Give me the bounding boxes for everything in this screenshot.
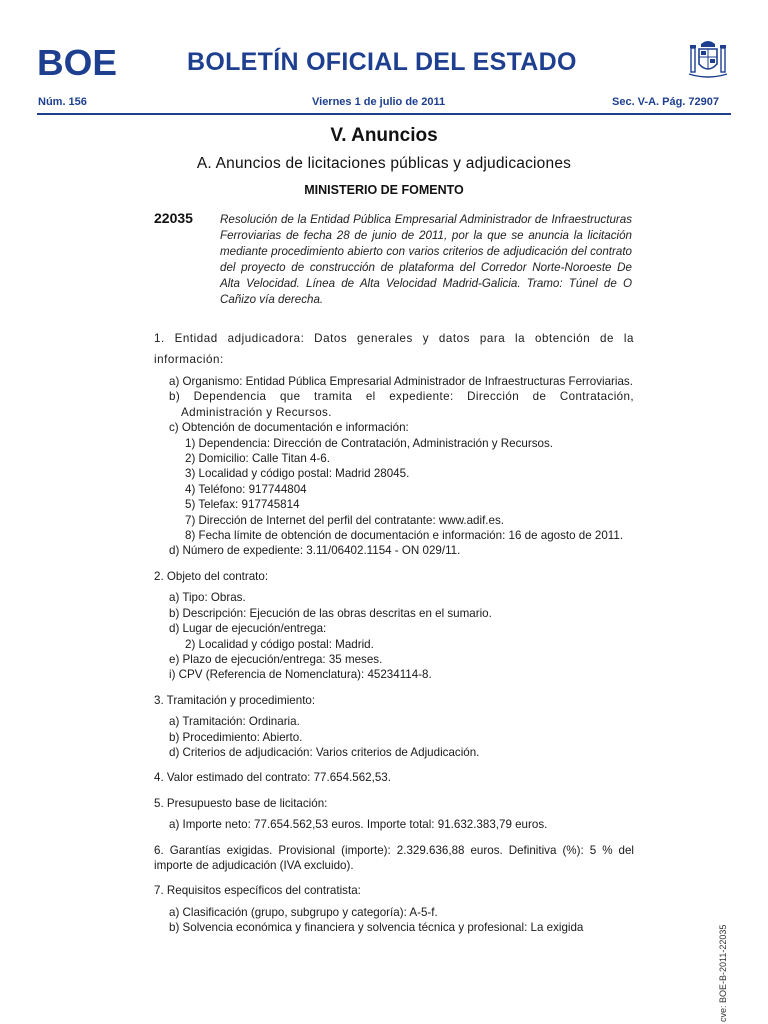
section-1-title: 1. Entidad adjudicadora: Datos generales y datos para la obtención de la información: — [154, 332, 634, 366]
list-item: d) Criterios de adjudicación: Varios criterios de Adjudicación. — [169, 745, 480, 759]
list-subitem — [154, 528, 634, 543]
section-subtitle: A. Anuncios de licitaciones públicas y adjudicaciones — [196, 155, 572, 172]
issue-date: Viernes 1 de julio de 2011 — [312, 96, 446, 108]
item-text: 4) Teléfono: 917744804 — [185, 482, 307, 496]
item-text: 8) Fecha límite de obtención de documentación e información: 16 de agosto de 2011. — [185, 529, 624, 543]
header-divider — [37, 113, 731, 115]
list-item: b) Procedimiento: Abierto. — [169, 730, 303, 744]
item-text: 5) Telefax: 917745814 — [185, 498, 300, 512]
ministry-heading: MINISTERIO DE FOMENTO — [304, 183, 464, 197]
list-subitem — [154, 497, 634, 512]
section-6 — [154, 843, 634, 874]
announcement-body — [154, 328, 634, 946]
list-item — [154, 420, 634, 435]
page-title: BOLETÍN OFICIAL DEL ESTADO — [187, 48, 577, 76]
cve-code: cve: BOE-B-2011-22035 — [718, 924, 728, 1022]
section-2-title: 2. Objeto del contrato: — [154, 569, 269, 583]
item-text: c) Obtención de documentación e información: — [169, 421, 409, 435]
section-7-title: 7. Requisitos específicos del contratista: — [154, 884, 361, 898]
list-item — [154, 374, 634, 389]
list-subitem — [154, 451, 634, 466]
section-page: Sec. V-A. Pág. 72907 — [612, 96, 720, 108]
list-subitem — [154, 436, 634, 451]
list-item: i) CPV (Referencia de Nomenclatura): 45234114-8. — [169, 668, 432, 682]
list-subitem — [154, 482, 634, 497]
issue-number: Núm. 156 — [38, 96, 87, 108]
item-text: a) Organismo: Entidad Pública Empresarial Administrador de Infraestructuras Ferroviarias. — [169, 375, 633, 388]
section-4 — [154, 770, 634, 785]
list-item: d) Lugar de ejecución/entrega: — [169, 622, 327, 636]
list-item: e) Plazo de ejecución/entrega: 35 meses. — [169, 652, 383, 666]
list-subitem: 2) Localidad y código postal: Madrid. — [185, 637, 374, 651]
item-text: 7) Dirección de Internet del perfil del contratante: www.adif.es. — [185, 513, 504, 527]
list-item: a) Clasificación (grupo, subgrupo y categoría): A-5-f. — [169, 905, 438, 919]
list-item: a) Importe neto: 77.654.562,53 euros. Importe total: 91.632.383,79 euros. — [169, 818, 548, 832]
boe-logo — [37, 46, 117, 78]
list-subitem — [154, 466, 634, 481]
item-text: 2) Domicilio: Calle Titan 4-6. — [185, 452, 330, 466]
section-title: V. Anuncios — [330, 125, 438, 146]
announcement-number: 22035 — [154, 210, 193, 226]
item-text: 3) Localidad y código postal: Madrid 28045. — [185, 467, 410, 481]
section-1 — [154, 328, 634, 559]
section-3 — [154, 693, 634, 761]
list-item: b) Solvencia económica y financiera y solvencia técnica y profesional: La exigida — [169, 921, 584, 935]
item-text: 1) Dependencia: Dirección de Contratación, Administración y Recursos. — [185, 436, 553, 450]
boe-logo-text: BOE — [37, 46, 117, 78]
coat-of-arms-icon — [688, 38, 728, 80]
list-item: a) Tipo: Obras. — [169, 591, 246, 605]
list-item: b) Descripción: Ejecución de las obras descritas en el sumario. — [169, 606, 492, 620]
section-7 — [154, 883, 634, 935]
list-item — [154, 389, 634, 420]
list-item: a) Tramitación: Ordinaria. — [169, 715, 300, 729]
section-5-title: 5. Presupuesto base de licitación: — [154, 796, 328, 810]
list-subitem — [154, 513, 634, 528]
section-2 — [154, 569, 634, 683]
section-6-title: 6. Garantías exigidas. Provisional (importe): 2.329.636,88 euros. Definitiva (%): 5 % del importe de adjudicación (IVA excluido). — [154, 843, 634, 872]
section-5 — [154, 796, 634, 833]
section-3-title: 3. Tramitación y procedimiento: — [154, 693, 316, 707]
announcement-abstract: Resolución de la Entidad Pública Empresarial Administrador de Infraestructuras Ferroviarias de fecha 28 de junio de 2011, por la que se anuncia la licitación mediante procedimiento abierto con varios criterios de adjudicación del contrato del proyecto de construcción de plataforma del Corredor Norte-Noroeste De Alta Velocidad. Línea de Alta Velocidad Madrid-Galicia. Tramo: Túnel de O Cañizo vía derecha. — [220, 213, 632, 306]
item-text: d) Número de expediente: 3.11/06402.1154 - ON 029/11. — [169, 544, 461, 558]
item-text: b) Dependencia que tramita el expediente: Dirección de Contratación, Administración y Recursos. — [169, 390, 634, 419]
section-4-title: 4. Valor estimado del contrato: 77.654.562,53. — [154, 771, 391, 785]
list-item — [154, 543, 634, 558]
